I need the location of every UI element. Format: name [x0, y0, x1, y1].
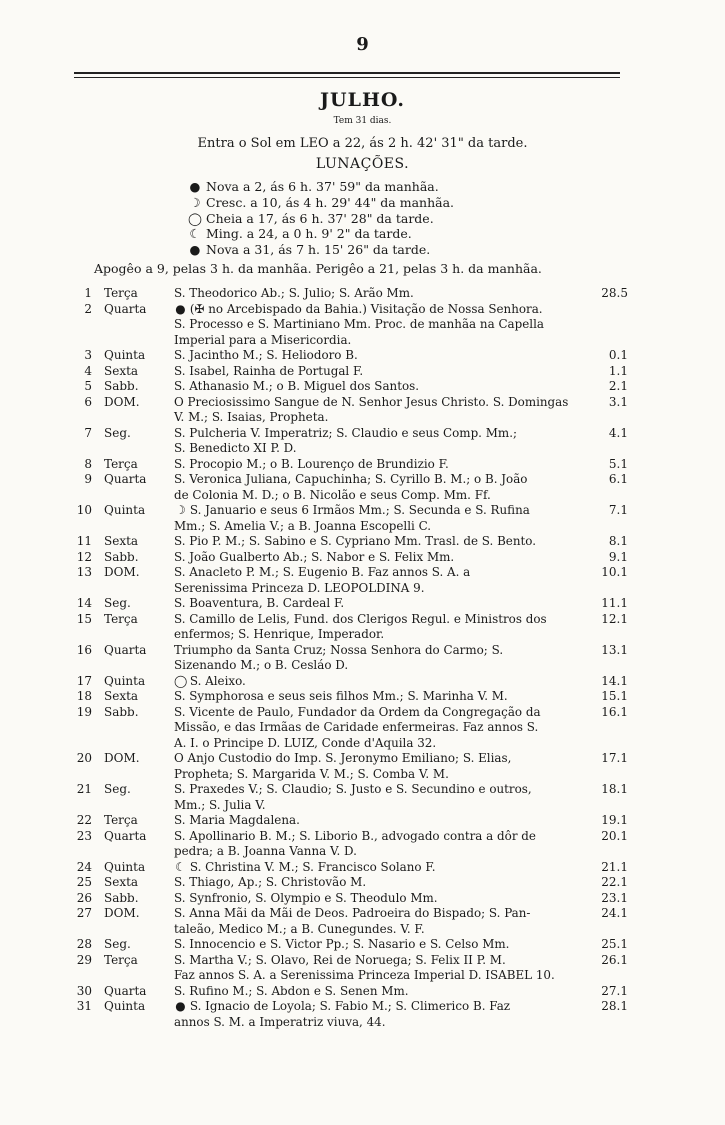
sun-entry: Entra o Sol em LEO a 22, ás 2 h. 42' 31" da tarde. [197, 136, 528, 151]
day-number: 18 [76, 689, 92, 703]
day-number: 2 [84, 301, 92, 316]
saints-text [174, 379, 600, 395]
day-number: 17 [76, 673, 92, 688]
weekday: Sabb. [104, 890, 139, 905]
lunation-item [188, 242, 430, 257]
weekday: Quarta [104, 983, 147, 998]
day-number: 16 [76, 642, 92, 657]
saints-line: S. Anna Mãi da Mãi de Deos. Padroeira do Bispado; S. Pan- [174, 906, 531, 920]
page-number: 9 [356, 34, 369, 55]
weekday: DOM. [104, 394, 140, 409]
moon-age: 1.1 [608, 363, 628, 378]
weekday: Sabb. [104, 549, 139, 564]
day-number: 21 [76, 782, 92, 796]
weekday: Quinta [104, 673, 146, 688]
day-number: 22 [76, 813, 92, 827]
saints-line: S. Maria Magdalena. [174, 813, 300, 827]
moon-age: 10.1 [601, 565, 628, 579]
weekday: Terça [104, 611, 138, 626]
moon-age: 21.1 [601, 859, 628, 874]
weekday: DOM. [104, 906, 140, 920]
header-rule [74, 72, 620, 74]
moon-age: 28.1 [601, 999, 628, 1013]
saints-line: pedra; a B. Joanna Vanna V. D. [174, 844, 357, 858]
saints-text [174, 860, 600, 876]
moon-age: 0.1 [608, 348, 628, 362]
saints-text [174, 705, 600, 752]
saints-text [174, 643, 600, 674]
moon-age: 6.1 [608, 472, 628, 486]
weekday: Terça [104, 286, 138, 300]
weekday: Seg. [104, 782, 131, 796]
last-quarter-icon: ☾ [175, 859, 186, 874]
saints-text [174, 674, 600, 690]
saints-line: Faz annos S. A. a Serenissima Princeza Imperial D. ISABEL 10. [174, 968, 555, 982]
saints-text [174, 286, 600, 302]
saints-text [174, 937, 600, 953]
day-number: 7 [84, 425, 92, 440]
saints-line: Propheta; S. Margarida V. M.; S. Comba V. M. [174, 766, 449, 781]
saints-line: S. Pulcheria V. Imperatriz; S. Claudio e seus Comp. Mm.; [174, 425, 517, 440]
day-number: 31 [76, 999, 92, 1013]
saints-text [174, 875, 600, 891]
saints-line: S. Athanasio M.; o B. Miguel dos Santos. [174, 379, 420, 393]
moon-age: 12.1 [601, 611, 628, 626]
saints-line: S. Innocencio e S. Victor Pp.; S. Nasario e S. Celso Mm. [174, 937, 510, 951]
saints-line: Imperial para a Misericordia. [174, 332, 352, 347]
lunations-heading: LUNAÇÕES. [315, 156, 410, 172]
saints-line: S. Vicente de Paulo, Fundador da Ordem da Congregação da [174, 704, 541, 719]
weekday: Quarta [104, 828, 147, 843]
last-quarter-icon: ☾ [189, 226, 201, 242]
day-number: 24 [76, 859, 92, 874]
day-number: 25 [76, 875, 92, 889]
moon-age: 14.1 [601, 673, 628, 688]
saints-text [174, 891, 600, 907]
new-moon-icon: ● [175, 301, 186, 316]
saints-line: Mm.; S. Amelia V.; a B. Joanna Escopelli C. [174, 518, 432, 533]
saints-text [174, 953, 600, 984]
moon-age: 23.1 [601, 890, 628, 905]
days-note: Tem 31 dias. [333, 116, 392, 126]
saints-line: S. Veronica Juliana, Capuchinha; S. Cyrillo B. M.; o B. João [174, 472, 528, 486]
moon-age: 20.1 [601, 828, 628, 843]
saints-line: S. Boaventura, B. Cardeal F. [174, 596, 345, 610]
weekday: DOM. [104, 751, 140, 765]
weekday: Seg. [104, 425, 131, 440]
day-number: 10 [76, 503, 92, 517]
weekday: Terça [104, 813, 138, 827]
moon-age: 22.1 [601, 875, 628, 889]
saints-text [174, 426, 600, 457]
day-number: 9 [84, 472, 92, 486]
weekday: Sabb. [104, 704, 139, 719]
new-moon-icon: ● [175, 999, 186, 1013]
saints-line: ☾ S. Christina V. M.; S. Francisco Solano F. [175, 859, 436, 874]
apogee-line: Apogêo a 9, pelas 3 h. da manhãa. Perigêo a 21, pelas 3 h. da manhãa. [94, 261, 542, 276]
moon-age: 11.1 [601, 596, 628, 610]
saints-text [174, 364, 600, 380]
saints-line: S. Benedicto XI P. D. [174, 441, 297, 455]
day-number: 8 [84, 456, 92, 471]
saints-line: O Preciosissimo Sangue de N. Senhor Jesus Christo. S. Domingas [174, 394, 569, 409]
saints-line: S. Processo e S. Martiniano Mm. Proc. de manhãa na Capella [174, 317, 544, 331]
moon-age: 26.1 [601, 952, 628, 967]
moon-age: 17.1 [601, 751, 628, 765]
moon-age: 13.1 [601, 642, 628, 657]
saints-text [174, 395, 600, 426]
weekday: Quarta [104, 472, 147, 486]
saints-line: S. Isabel, Rainha de Portugal F. [174, 363, 364, 378]
moon-age: 18.1 [601, 782, 628, 796]
day-number: 28 [76, 937, 92, 951]
moon-age: 5.1 [608, 456, 628, 471]
saints-line: ● (✠ no Arcebispado da Bahia.) Visitação de Nossa Senhora. [175, 301, 543, 316]
lunation-item [188, 195, 454, 210]
saints-line: S. Symphorosa e seus seis filhos Mm.; S. Marinha V. M. [174, 689, 508, 703]
saints-text [174, 457, 600, 473]
saints-text [174, 534, 600, 550]
day-number: 19 [76, 704, 92, 719]
moon-age: 3.1 [608, 394, 628, 409]
weekday: Sexta [104, 875, 139, 889]
lunation-item [188, 226, 412, 241]
lunation-text: Nova a 31, ás 7 h. 15' 26" da tarde. [206, 242, 431, 258]
saints-line: de Colonia M. D.; o B. Nicolão e seus Comp. Mm. Ff. [174, 487, 491, 502]
first-quarter-icon: ☽ [175, 503, 186, 517]
day-number: 30 [76, 983, 92, 998]
saints-line: S. Camillo de Lelis, Fund. dos Clerigos Regul. e Ministros dos [174, 611, 547, 626]
weekday: Terça [104, 952, 138, 967]
saints-text [174, 302, 600, 349]
saints-line: S. Jacintho M.; S. Heliodoro B. [174, 348, 358, 362]
saints-line: S. Apollinario B. M.; S. Liborio B., advogado contra a dôr de [174, 828, 536, 843]
day-number: 13 [76, 565, 92, 579]
moon-age: 7.1 [608, 503, 628, 517]
moon-age: 4.1 [608, 425, 628, 440]
first-quarter-icon: ☽ [189, 194, 201, 210]
day-number: 3 [84, 348, 92, 362]
saints-line: ◯ S. Aleixo. [174, 673, 246, 688]
day-number: 23 [76, 828, 92, 843]
day-number: 29 [76, 952, 92, 967]
saints-line: A. I. o Principe D. LUIZ, Conde d'Aquila 32. [174, 735, 437, 750]
full-moon-icon: ◯ [174, 673, 188, 688]
day-number: 4 [84, 363, 92, 378]
saints-text [174, 782, 600, 813]
saints-text [174, 612, 600, 643]
saints-text [174, 503, 600, 534]
saints-line: taleão, Medico M.; a B. Cunegundes. V. F. [174, 921, 425, 936]
moon-age: 27.1 [601, 983, 628, 998]
weekday: Quinta [104, 859, 146, 874]
saints-line: O Anjo Custodio do Imp. S. Jeronymo Emiliano; S. Elias, [174, 751, 512, 765]
saints-line: ● S. Ignacio de Loyola; S. Fabio M.; S. Climerico B. Faz [175, 999, 511, 1013]
day-number: 14 [76, 596, 92, 610]
moon-age: 8.1 [608, 534, 628, 548]
saints-line: Missão, e das Irmãas de Caridade enfermeiras. Faz annos S. [174, 720, 539, 734]
weekday: Terça [104, 456, 138, 471]
weekday: Quarta [104, 301, 147, 316]
saints-line: V. M.; S. Isaias, Propheta. [174, 410, 329, 424]
saints-line: annos S. M. a Imperatriz viuva, 44. [174, 1014, 386, 1029]
day-number: 27 [76, 906, 92, 920]
lunation-text: Ming. a 24, a 0 h. 9' 2" da tarde. [206, 226, 412, 242]
lunation-text: Cheia a 17, ás 6 h. 37' 28" da tarde. [206, 210, 434, 226]
moon-age: 25.1 [601, 937, 628, 951]
saints-text [174, 550, 600, 566]
header-rule-thin [74, 77, 620, 78]
saints-text [174, 565, 600, 596]
day-number: 5 [84, 379, 92, 393]
weekday: Quinta [104, 999, 146, 1013]
saints-line: enfermos; S. Henrique, Imperador. [174, 627, 385, 641]
day-number: 6 [84, 394, 92, 409]
saints-line: S. Pio P. M.; S. Sabino e S. Cypriano Mm. Trasl. de S. Bento. [174, 534, 537, 548]
day-number: 15 [76, 611, 92, 626]
saints-line: S. Thiago, Ap.; S. Christovão M. [174, 875, 367, 889]
saints-text [174, 813, 600, 829]
lunation-text: Nova a 2, ás 6 h. 37' 59" da manhãa. [206, 179, 439, 194]
saints-line: Mm.; S. Julia V. [174, 797, 266, 812]
saints-line: Serenissima Princeza D. LEOPOLDINA 9. [174, 580, 425, 595]
new-moon-icon: ● [189, 179, 201, 194]
saints-line: S. Martha V.; S. Olavo, Rei de Noruega; S. Felix II P. M. [174, 952, 506, 967]
day-number: 20 [76, 751, 92, 765]
day-number: 1 [84, 286, 92, 300]
day-number: 11 [76, 534, 92, 548]
saints-text [174, 906, 600, 937]
new-moon-icon: ● [189, 242, 201, 258]
saints-line: S. João Gualberto Ab.; S. Nabor e S. Felix Mm. [174, 549, 455, 564]
month-title: JULHO. [320, 89, 405, 111]
moon-age: 16.1 [601, 704, 628, 719]
saints-line: S. Theodorico Ab.; S. Julio; S. Arão Mm. [174, 286, 414, 300]
saints-text [174, 984, 600, 1000]
weekday: Quinta [104, 503, 146, 517]
saints-line: Sizenando M.; o B. Cesláo D. [174, 658, 349, 672]
weekday: DOM. [104, 565, 140, 579]
weekday: Sexta [104, 363, 139, 378]
moon-age: 28.5 [601, 286, 628, 300]
weekday: Seg. [104, 937, 131, 951]
weekday: Seg. [104, 596, 131, 610]
moon-age: 19.1 [601, 813, 628, 827]
lunation-item [188, 179, 439, 194]
lunation-item [188, 211, 434, 226]
saints-text [174, 829, 600, 860]
moon-age: 15.1 [601, 689, 628, 703]
saints-line: S. Rufino M.; S. Abdon e S. Senen Mm. [174, 983, 409, 998]
saints-text [174, 348, 600, 364]
day-number: 12 [76, 549, 92, 564]
weekday: Sexta [104, 689, 139, 703]
saints-line: S. Praxedes V.; S. Claudio; S. Justo e S. Secundino e outros, [174, 782, 532, 796]
day-number: 26 [76, 890, 92, 905]
saints-text [174, 472, 600, 503]
saints-text [174, 689, 600, 705]
full-moon-icon: ◯ [188, 210, 202, 226]
saints-line: S. Synfronio, S. Olympio e S. Theodulo Mm. [174, 890, 438, 905]
weekday: Sabb. [104, 379, 139, 393]
moon-age: 2.1 [608, 379, 628, 393]
saints-text [174, 751, 600, 782]
lunation-text: Cresc. a 10, ás 4 h. 29' 44" da manhãa. [206, 194, 454, 210]
saints-line: S. Procopio M.; o B. Lourenço de Brundizio F. [174, 456, 449, 471]
saints-line: S. Anacleto P. M.; S. Eugenio B. Faz annos S. A. a [174, 565, 471, 579]
saints-text [174, 596, 600, 612]
saints-text [174, 999, 600, 1030]
saints-line: ☽ S. Januario e seus 6 Irmãos Mm.; S. Secunda e S. Rufina [175, 503, 530, 517]
weekday: Quarta [104, 642, 147, 657]
moon-age: 9.1 [608, 549, 628, 564]
weekday: Sexta [104, 534, 139, 548]
weekday: Quinta [104, 348, 146, 362]
saints-line: Triumpho da Santa Cruz; Nossa Senhora do Carmo; S. [174, 642, 504, 657]
moon-age: 24.1 [601, 906, 628, 920]
